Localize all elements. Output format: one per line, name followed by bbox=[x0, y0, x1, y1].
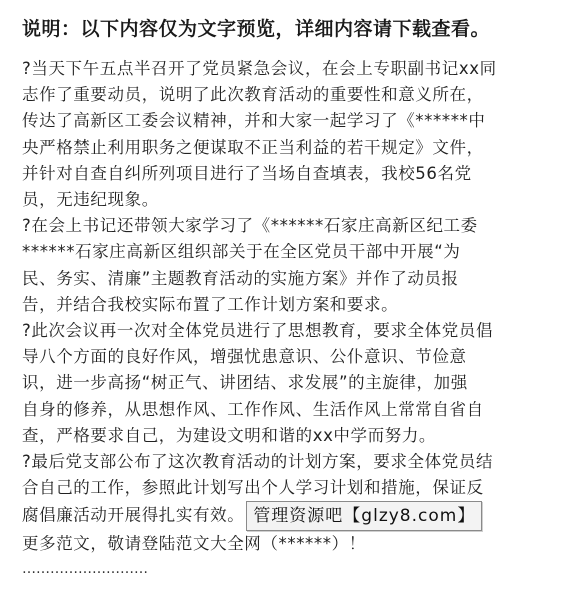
text-line: 自身的修养，从思想作风、工作作风、生活作风上常常自省自 bbox=[22, 399, 484, 419]
document-body bbox=[22, 56, 558, 580]
paragraph-4 bbox=[22, 449, 558, 531]
text-line: 告，并结合我校实际布置了工作计划方案和要求。 bbox=[22, 294, 399, 314]
text-line: 并针对自查自纠所列项目进行了当场自查填表，我校56名党 bbox=[22, 163, 472, 183]
text-line: ?此次会议再一次对全体党员进行了思想教育，要求全体党员倡 bbox=[22, 321, 494, 341]
paragraph-1 bbox=[22, 56, 558, 213]
preview-notice: 说明：以下内容仅为文字预览，详细内容请下载查看。 bbox=[22, 18, 491, 40]
text-line: 合自己的工作，参照此计划写出个人学习计划和措施，保证反 bbox=[22, 478, 484, 498]
text-line: 传达了高新区工委会议精神，并和大家一起学习了《******中 bbox=[22, 111, 486, 131]
more-articles-text: 更多范文，敬请登陆范文大全网（******）！ bbox=[22, 534, 366, 554]
text-line: 员，无违纪现象。 bbox=[22, 190, 159, 210]
text-line: 导八个方面的良好作风，增强忧患意识、公仆意识、节俭意 bbox=[22, 347, 467, 367]
text-line: ?当天下午五点半召开了党员紧急会议，在会上专职副书记xx同 bbox=[22, 59, 497, 78]
text-line-with-watermark bbox=[22, 501, 558, 531]
text-line: 查，严格要求自己，为建设文明和谐的xx中学而努力。 bbox=[22, 425, 437, 445]
text-line: 志作了重要动员，说明了此次教育活动的重要性和意义所在， bbox=[22, 85, 484, 105]
text-line: 民、务实、清廉”主题教育活动的实施方案》并作了动员报 bbox=[22, 268, 459, 288]
paragraph-3 bbox=[22, 318, 558, 449]
text-line: ******石家庄高新区组织部关于在全区党员干部中开展“为 bbox=[22, 242, 461, 262]
text-line: 识，进一步高扬“树正气、讲团结、求发展”的主旋律，加强 bbox=[22, 373, 468, 393]
site-watermark-box: 管理资源吧【glzy8.com】 bbox=[246, 501, 482, 531]
text-line: 腐倡廉活动开展得扎实有效。 bbox=[22, 505, 245, 525]
text-line: 央严格禁止利用职务之便谋取不正当利益的若干规定》文件， bbox=[22, 137, 484, 157]
text-line: ?最后党支部公布了这次教育活动的计划方案，要求全体党员结 bbox=[22, 452, 494, 472]
ellipsis-divider: ……………………… bbox=[22, 560, 148, 577]
text-line: ?在会上书记还带领大家学习了《******石家庄高新区纪工委 bbox=[22, 216, 478, 236]
paragraph-2 bbox=[22, 213, 558, 318]
